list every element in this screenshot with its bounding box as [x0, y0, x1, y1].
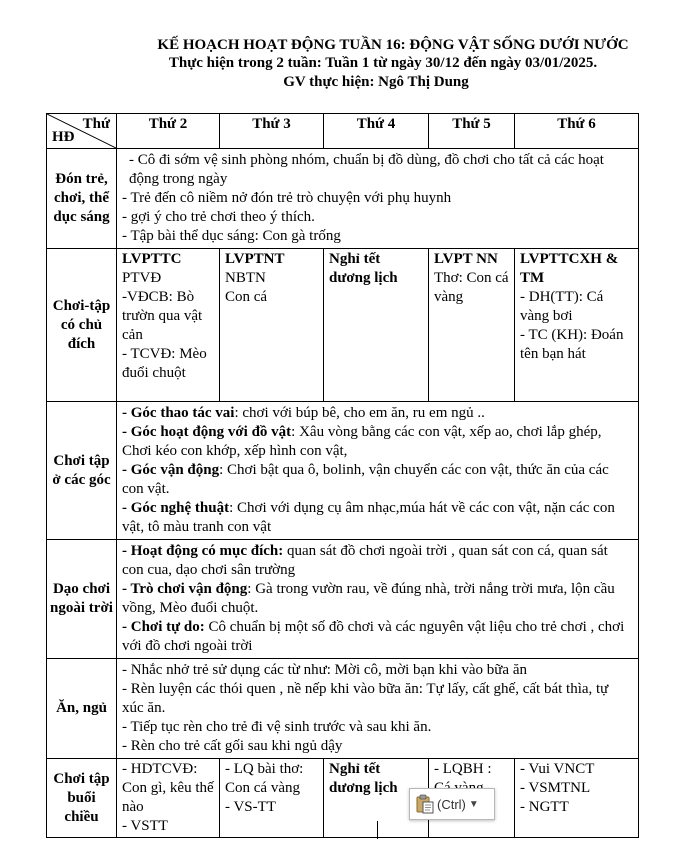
chevron-down-icon: ▼: [468, 798, 479, 810]
document-header: [0, 36, 686, 91]
row-choi-tap: [47, 249, 639, 402]
row-label: Đón trẻ, chơi, thể dục sáng: [47, 149, 117, 249]
text-line: - TC (KH): Đoán tên bạn hát: [520, 327, 624, 362]
row-goc: [47, 402, 639, 540]
text-line: - Vui VNCT: [520, 761, 595, 777]
paste-options-label: (Ctrl): [437, 796, 466, 812]
afternoon-cell-tue: [220, 759, 324, 838]
header-row: [47, 114, 639, 149]
day-header-tue: Thứ 3: [220, 114, 324, 149]
day-header-thu: Thứ 5: [429, 114, 515, 149]
cell-head: LVPTTCXH & TM: [520, 251, 619, 286]
cell-head: Nghỉ tết dương lịch: [329, 251, 398, 286]
goc-content: [117, 402, 639, 540]
plan-title: KẾ HOẠCH HOẠT ĐỘNG TUẦN 16: ĐỘNG VẬT SỐNG DƯỚI NƯỚC: [157, 37, 629, 53]
corner-activity-label: HĐ: [52, 129, 75, 145]
text-line: Con cá: [225, 289, 268, 305]
corner-day-label: Thứ: [82, 116, 110, 132]
row-label: Chơi-tập có chủ đích: [47, 249, 117, 402]
row-chieu: [47, 759, 639, 838]
text-line: Thơ: Con cá vàng: [434, 270, 509, 305]
day-header-mon: Thứ 2: [117, 114, 220, 149]
activity-cell-thu: [429, 249, 515, 402]
dao-choi-content: [117, 540, 639, 659]
day-header-wed: Thứ 4: [324, 114, 429, 149]
corner-cell: [47, 114, 117, 149]
text-line: - gợi ý cho trẻ chơi theo ý thích.: [122, 209, 315, 225]
list-item: - Góc thao tác vai: chơi với búp bê, cho em ăn, ru em ngủ ..: [122, 405, 485, 421]
text-line: -VĐCB: Bò trườn qua vật cản: [122, 289, 203, 343]
text-line: Nghỉ tết dương lịch: [329, 761, 398, 796]
text-line: - Rèn cho trẻ cất gối sau khi ngủ dậy: [122, 738, 343, 754]
row-dao-choi: [47, 540, 639, 659]
text-line: - Tập bài thể dục sáng: Con gà trống: [122, 228, 341, 244]
activity-cell-tue: [220, 249, 324, 402]
list-item: - Góc nghệ thuật: Chơi với dụng cụ âm nhạc,múa hát về các con vật, nặn các con vật, tô màu tranh con vật: [122, 500, 615, 535]
plan-teacher: GV thực hiện: Ngô Thị Dung: [283, 74, 469, 90]
list-item: - Góc vận động: Chơi bật qua ô, bolinh, vận chuyển các con vật, thức ăn của các con vật.: [122, 462, 609, 497]
text-line: - LQBH :: [434, 761, 492, 777]
afternoon-cell-mon: [117, 759, 220, 838]
paste-options-button[interactable]: [409, 788, 495, 820]
row-label: Ăn, ngủ: [47, 659, 117, 759]
day-header-fri: Thứ 6: [515, 114, 639, 149]
cell-head: LVPTNT: [225, 251, 285, 267]
list-item: - Góc hoạt động với đồ vật: Xâu vòng bằng các con vật, xếp ao, chơi lắp ghép, Chơi kéo con khớp, xếp hình con vật,: [122, 424, 602, 459]
text-line: NBTN: [225, 270, 266, 286]
row-an-ngu: [47, 659, 639, 759]
cell-head: LVPT NN: [434, 251, 498, 267]
activity-cell-wed: [324, 249, 429, 402]
text-line: - VSMTNL: [520, 780, 591, 796]
row-don-tre: [47, 149, 639, 249]
list-item: - Hoạt động có mục đích: quan sát đồ chơi ngoài trời , quan sát con cá, quan sát con cua, dạo chơi sân trường: [122, 543, 608, 578]
row-label: Chơi tập ở các góc: [47, 402, 117, 540]
text-line: - VSTT: [122, 818, 168, 834]
text-line: - Cô đi sớm vệ sinh phòng nhóm, chuẩn bị đồ dùng, đồ chơi cho tất cả các hoạt động trong ngày: [129, 152, 604, 187]
row-label: Dạo chơi ngoài trời: [47, 540, 117, 659]
text-line: - LQ bài thơ: Con cá vàng: [225, 761, 304, 796]
activity-cell-mon: [117, 249, 220, 402]
plan-subtitle: Thực hiện trong 2 tuần: Tuần 1 từ ngày 30/12 đến ngày 03/01/2025.: [168, 55, 598, 71]
an-ngu-content: [117, 659, 639, 759]
text-line: - DH(TT): Cá vàng bơi: [520, 289, 604, 324]
afternoon-cell-fri: [515, 759, 639, 838]
list-item: - Trò chơi vận động: Gà trong vườn rau, về đúng nhà, trời nắng trời mưa, lộn cầu vồng, Mèo đuổi chuột.: [122, 581, 615, 616]
text-line: - TCVĐ: Mèo đuổi chuột: [122, 346, 207, 381]
text-line: - VS-TT: [225, 799, 276, 815]
weekly-plan-table: [46, 113, 639, 838]
don-tre-content: [117, 149, 639, 249]
row-label: Chơi tập buổi chiều: [47, 759, 117, 838]
text-line: - Tiếp tục rèn cho trẻ đi vệ sinh trước và sau khi ăn.: [122, 719, 432, 735]
activity-cell-fri: [515, 249, 639, 402]
text-cursor-line: [377, 821, 378, 839]
text-line: - Nhắc nhở trẻ sử dụng các từ như: Mời cô, mời bạn khi vào bữa ăn: [122, 662, 527, 678]
text-line: - HDTCVĐ: Con gì, kêu thế nào: [122, 761, 214, 815]
text-line: PTVĐ: [122, 270, 162, 286]
clipboard-icon: [416, 794, 434, 814]
text-line: - Trẻ đến cô niềm nở đón trẻ trò chuyện với phụ huynh: [122, 190, 452, 206]
cell-head: LVPTTC: [122, 251, 182, 267]
list-item: - Chơi tự do: Cô chuẩn bị một số đồ chơi và các nguyên vật liệu cho trẻ chơi , chơi với đồ chơi ngoài trời: [122, 619, 625, 654]
text-line: - Rèn luyện các thói quen , nề nếp khi vào bữa ăn: Tự lấy, cất ghế, cất bát thìa, tự xúc ăn.: [122, 681, 609, 716]
text-line: - NGTT: [520, 799, 569, 815]
